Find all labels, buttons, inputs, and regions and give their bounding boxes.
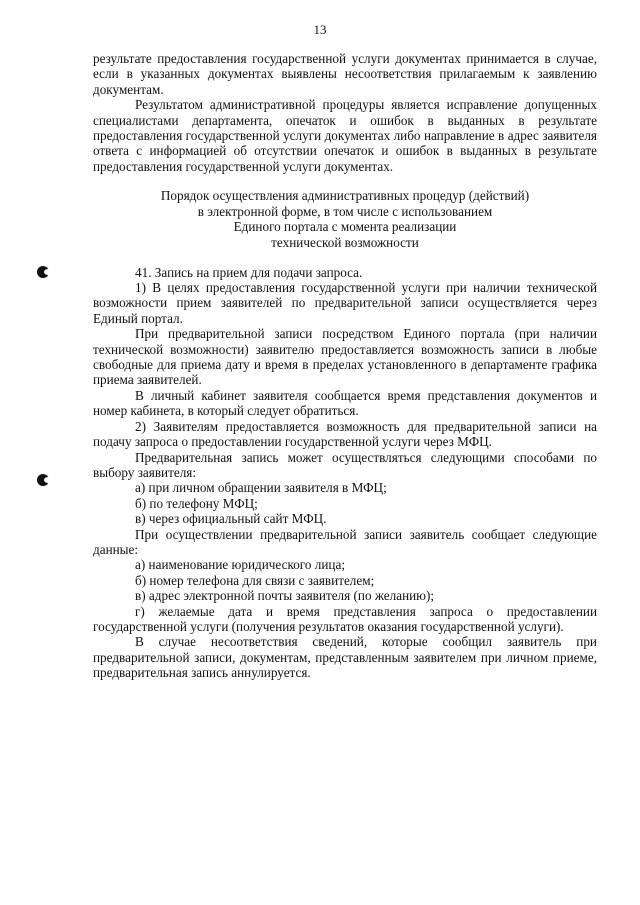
heading-line-4: технической возможности: [271, 235, 419, 251]
paragraph-record-methods: Предварительная запись может осуществляться следующими способами по выбору заявителя:: [93, 449, 597, 480]
heading-line-2: в электронной форме, в том числе с использованием: [197, 203, 493, 219]
section-heading: [93, 188, 597, 250]
binder-hole-mark-2: [37, 474, 49, 486]
paragraph-41-1: 1) В целях предоставления государственной услуги при наличии технической возможности прием заявителей по предварительной записи осуществляется через Единый портал.: [93, 280, 597, 326]
paragraph-data-reported: При осуществлении предварительной записи заявитель сообщает следующие данные:: [93, 526, 597, 557]
paragraph-annulment: В случае несоответствия сведений, которые сообщил заявитель при предварительной записи, документам, представленным заявителем при личном приеме, предварительная запись аннулируется.: [93, 634, 597, 681]
document-body: [93, 51, 597, 681]
paragraph-personal-cabinet: В личный кабинет заявителя сообщается время представления документов и номер кабинета, в который следует обратиться.: [93, 387, 597, 419]
paragraph-41: 41. Запись на прием для подачи запроса.: [135, 264, 363, 280]
paragraph-1: результате предоставления государственной услуги документах принимается в случае, если в указанных документах выявлены несоответствия прилагаемым к заявлению документам.: [93, 51, 597, 97]
paragraph-portal-record: При предварительной записи посредством Единого портала (при наличии технической возможности) заявителю предоставляется возможность записи в любые свободные для приема дату и время в пределах установленного в департаменте графика приема заявителей.: [93, 326, 597, 388]
list-item: в) через официальный сайт МФЦ.: [135, 511, 327, 527]
list-item: б) номер телефона для связи с заявителем;: [135, 572, 375, 588]
heading-line-1: Порядок осуществления административных процедур (действий): [160, 188, 530, 204]
list-item: а) при личном обращении заявителя в МФЦ;: [135, 480, 387, 496]
list-item: б) по телефону МФЦ;: [135, 495, 258, 511]
list-item: а) наименование юридического лица;: [135, 557, 345, 573]
paragraph-desired-time: г) желаемые дата и время представления запроса о предоставлении государственной услуги (получения результатов оказания государственной услуги).: [93, 603, 597, 634]
paragraph-2: Результатом административной процедуры является исправление допущенных специалистами департамента, опечаток и ошибок в выданных в результате предоставления государственной услуги документах либо направление в адрес заявителя ответа с информацией об отсутствии опечаток и ошибок в выданных в результате предоставления государственной услуги документах.: [93, 97, 597, 174]
page-number: 13: [313, 22, 327, 37]
heading-line-3: Единого портала с момента реализации: [233, 219, 457, 235]
paragraph-41-2: 2) Заявителям предоставляется возможность для предварительной записи на подачу запроса о предоставлении государственной услуги через МФЦ.: [93, 418, 597, 450]
list-item: в) адрес электронной почты заявителя (по желанию);: [135, 588, 435, 604]
binder-hole-mark-1: [37, 266, 49, 278]
